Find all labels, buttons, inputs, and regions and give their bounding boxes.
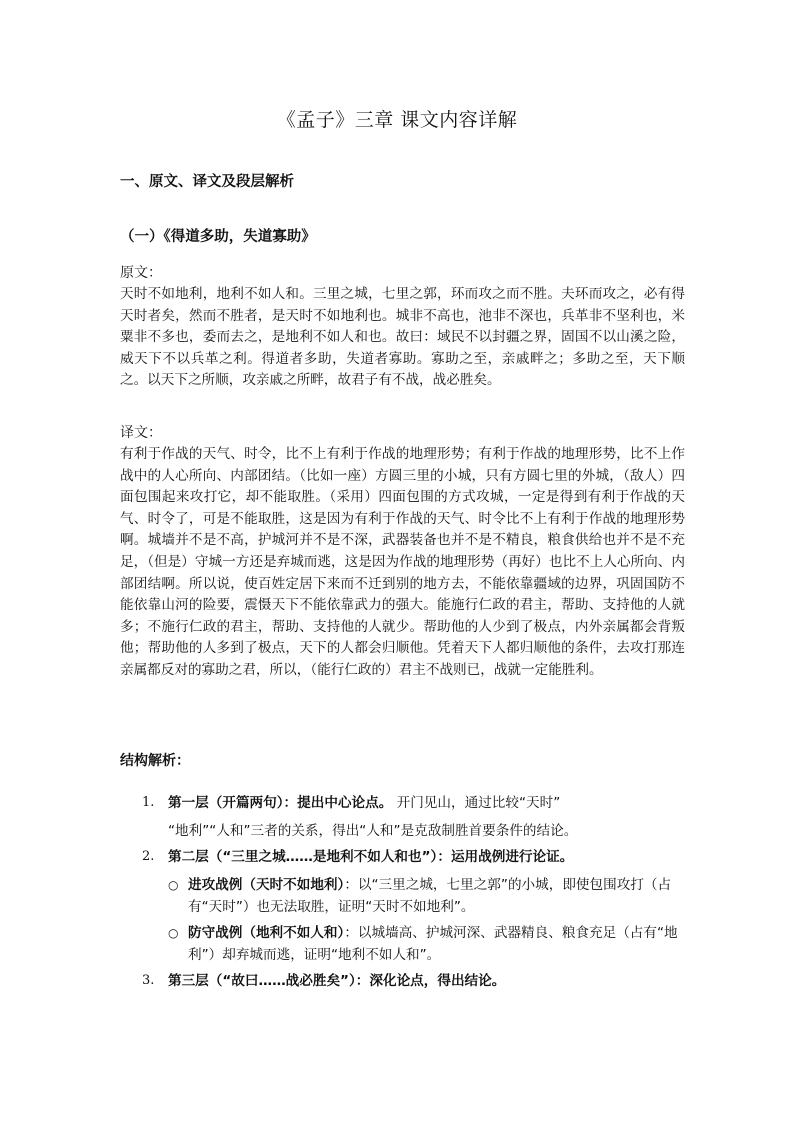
sub-item-text: ：以“三里之城，七里之郭”的小城，即使包围攻打（占有“天时”）也无法取胜，证明“天时不如地利”。 [188, 877, 672, 915]
original-label: 原文： [120, 265, 162, 281]
original-text: 天时不如地利，地利不如人和。三里之城，七里之郭，环而攻之而不胜。夫环而攻之，必有得天时者矣，然而不胜者，是天时不如地利也。城非不高也，池非不深也，兵革非不坚利也，米粟非不多也，委而去之，是地利不如人和也。故曰：域民不以封疆之界，固国不以山溪之险，威天下不以兵革之利。得道者多助，失道者寡助。寡助之至，亲戚畔之；多助之至，天下顺之。以天下之所顺，攻亲戚之所畔，故君子有不战，战必胜矣。 [120, 286, 685, 389]
sub-item-lead: 防守战例（地利不如人和） [188, 925, 345, 941]
sub-item-lead: 进攻战例（天时不如地利） [188, 877, 345, 893]
item-text: 开门见山，通过比较“天时” [392, 795, 561, 811]
bullet-icon: ○ [168, 926, 179, 940]
structure-heading: 结构解析： [120, 753, 190, 769]
subsection-heading: （一）《得道多助，失道寡助》 [120, 229, 316, 245]
list-number: 1. [142, 795, 155, 810]
list-item [130, 846, 700, 868]
page-title: 《孟子》三章 课文内容详解 [276, 109, 518, 131]
bullet-icon: ○ [168, 878, 179, 892]
item-lead: 第一层（开篇两句）：提出中心论点。 [168, 795, 393, 811]
translation-label: 译文： [120, 425, 162, 441]
list-item [130, 792, 700, 842]
sub-item [130, 922, 700, 966]
list-number: 2. [142, 849, 155, 864]
list-number: 3. [142, 973, 155, 988]
item-lead: 第二层（“三里之城……是地利不如人和也”）：运用战例进行论证。 [168, 849, 574, 865]
item-continuation: “地利”“人和”三者的关系，得出“人和”是克敌制胜首要条件的结论。 [168, 823, 578, 839]
sub-list [130, 874, 700, 966]
structure-list [130, 792, 700, 992]
sub-item-text: ：以城墙高、护城河深、武器精良、粮食充足（占有“地利”）却弃城而逃，证明“地利不如人和”。 [188, 925, 678, 963]
sub-item [130, 874, 700, 918]
item-lead: 第三层（“故曰……战必胜矣”）：深化论点，得出结论。 [168, 973, 506, 989]
list-item [130, 970, 700, 992]
sublist-container [130, 874, 700, 966]
section-heading: 一、原文、译文及段层解析 [120, 174, 294, 190]
translation-text: 有利于作战的天气、时令，比不上有利于作战的地理形势；有利于作战的地理形势，比不上作战中的人心所向、内部团结。（比如一座）方圆三里的小城，只有方圆七里的外城，（敌人）四面包围起来攻打它，却不能取胜。（采用）四面包围的方式攻城，一定是得到有利于作战的天气、时令了，可是不能取胜，这是因为有利于作战的天气、时令比不上有利于作战的地理形势啊。城墙并不是不高，护城河并不是不深，武器装备也并不是不精良，粮食供给也并不是不充足，（但是）守城一方还是弃城而逃，这是因为作战的地理形势（再好）也比不上人心所向、内部团结啊。所以说，使百姓定居下来而不迁到别的地方去，不能依靠疆域的边界，巩固国防不能依靠山河的险要，震慑天下不能依靠武力的强大。能施行仁政的君主，帮助、支持他的人就多；不施行仁政的君主，帮助、支持他的人就少。帮助他的人少到了极点，内外亲属都会背叛他；帮助他的人多到了极点，天下的人都会归顺他。凭着天下人都归顺他的条件，去攻打那连亲属都反对的寡助之君，所以，（能行仁政的）君主不战则已，战就一定能胜利。 [120, 446, 685, 678]
